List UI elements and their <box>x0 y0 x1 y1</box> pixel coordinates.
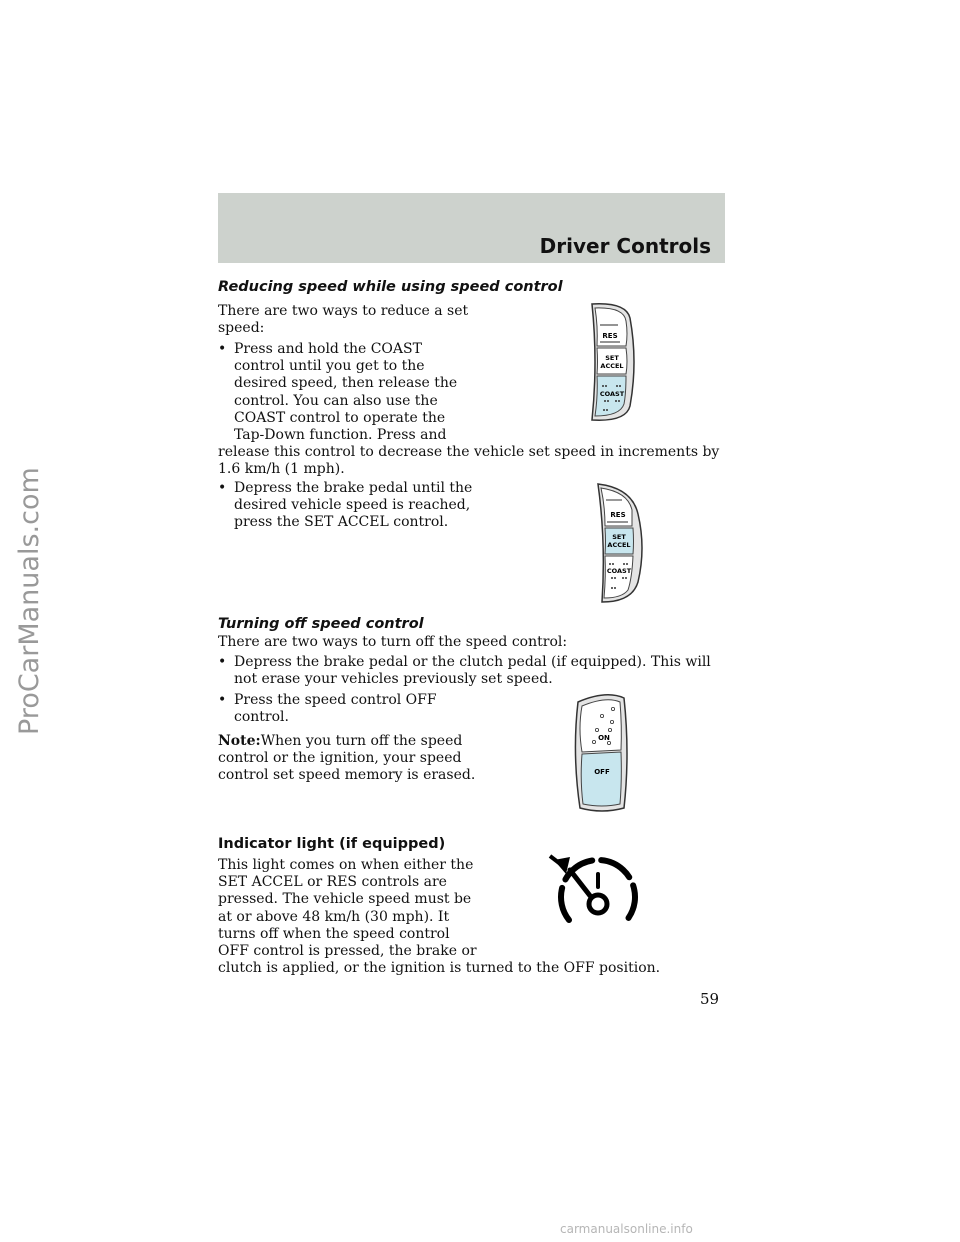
figure-coast-highlighted <box>578 298 650 426</box>
note-label: Note: <box>218 733 261 749</box>
bullet-mark: • <box>218 654 227 670</box>
bullet-mark: • <box>218 480 227 496</box>
text-line: not erase your vehicles previously set speed. <box>234 671 553 688</box>
note-text: When you turn off the speed <box>260 733 463 749</box>
section-title: Driver Controls <box>539 234 711 258</box>
indicator-paragraph <box>218 857 483 960</box>
text-line: turns off when the speed control <box>218 925 450 942</box>
set-label: SET <box>612 533 626 541</box>
turning-off-note <box>218 733 483 785</box>
heading-indicator-light: Indicator light (if equipped) <box>218 836 446 852</box>
text-line: There are two ways to reduce a set <box>218 303 469 319</box>
text-line: press the SET ACCEL control. <box>234 514 449 531</box>
bullet-text <box>218 480 483 532</box>
accel-label: ACCEL <box>600 362 624 370</box>
note-line <box>218 733 483 750</box>
page-number: 59 <box>700 990 720 1008</box>
heading-turning-off: Turning off speed control <box>218 616 424 632</box>
text-line: Press and hold the COAST <box>234 341 422 357</box>
off-label: OFF <box>594 768 610 776</box>
text-line: at or above 48 km/h (30 mph). It <box>218 908 450 925</box>
text-line: This light comes on when either the <box>218 857 474 873</box>
text-line: SET ACCEL or RES controls are <box>218 874 447 891</box>
accel-label: ACCEL <box>607 541 631 549</box>
footer-watermark: carmanualsonline.info <box>560 1222 693 1236</box>
text-line: desired vehicle speed is reached, <box>234 497 471 514</box>
side-watermark: ProCarManuals.com <box>14 467 45 735</box>
coast-label: COAST <box>606 567 632 575</box>
text-line: release this control to decrease the vehicle set speed in increments by <box>218 444 720 460</box>
turning-off-bullet-off <box>218 692 483 726</box>
text-line: control. You can also use the <box>234 392 438 409</box>
text-line: control or the ignition, your speed <box>218 750 462 767</box>
text-line: desired speed, then release the <box>234 375 458 392</box>
text-line: pressed. The vehicle speed must be <box>218 891 472 908</box>
section-header-band <box>218 193 725 263</box>
text-line: Press the speed control OFF <box>234 692 437 708</box>
res-label: RES <box>610 511 626 519</box>
text-line: control. <box>234 709 289 726</box>
turning-off-intro: There are two ways to turn off the speed control: <box>218 634 568 650</box>
indicator-paragraph-continued: clutch is applied, or the ignition is turned to the OFF position. <box>218 960 661 976</box>
text-line: Depress the brake pedal until the <box>234 480 473 496</box>
text-line: speed: <box>218 320 265 337</box>
text-line: Depress the brake pedal or the clutch pedal (if equipped). This will <box>234 654 711 670</box>
on-label: ON <box>598 734 610 742</box>
heading-reducing-speed: Reducing speed while using speed control <box>218 279 563 295</box>
figure-on-off-control <box>566 690 638 816</box>
bullet-mark: • <box>218 692 227 708</box>
text-line: control until you get to the <box>234 358 425 375</box>
bullet-text <box>218 692 483 726</box>
reducing-bullet-coast-continued <box>218 444 728 478</box>
text-line: COAST control to operate the <box>234 409 446 426</box>
turning-off-bullet-brake <box>218 654 728 688</box>
text-line: Tap-Down function. Press and <box>234 427 447 444</box>
text-line: 1.6 km/h (1 mph). <box>218 461 345 478</box>
text-line: control set speed memory is erased. <box>218 767 476 784</box>
bullet-text <box>218 654 728 688</box>
reducing-bullet-coast <box>218 341 728 444</box>
bullet-text <box>218 341 728 444</box>
coast-label: COAST <box>599 390 625 398</box>
reducing-bullet-brake <box>218 480 483 532</box>
bullet-mark: • <box>218 341 227 357</box>
figure-set-accel-highlighted <box>588 478 650 608</box>
reducing-intro <box>218 303 483 337</box>
speed-control-indicator-icon <box>548 854 648 936</box>
text-line: OFF control is pressed, the brake or <box>218 943 477 960</box>
set-label: SET <box>605 354 619 362</box>
res-label: RES <box>602 332 618 340</box>
